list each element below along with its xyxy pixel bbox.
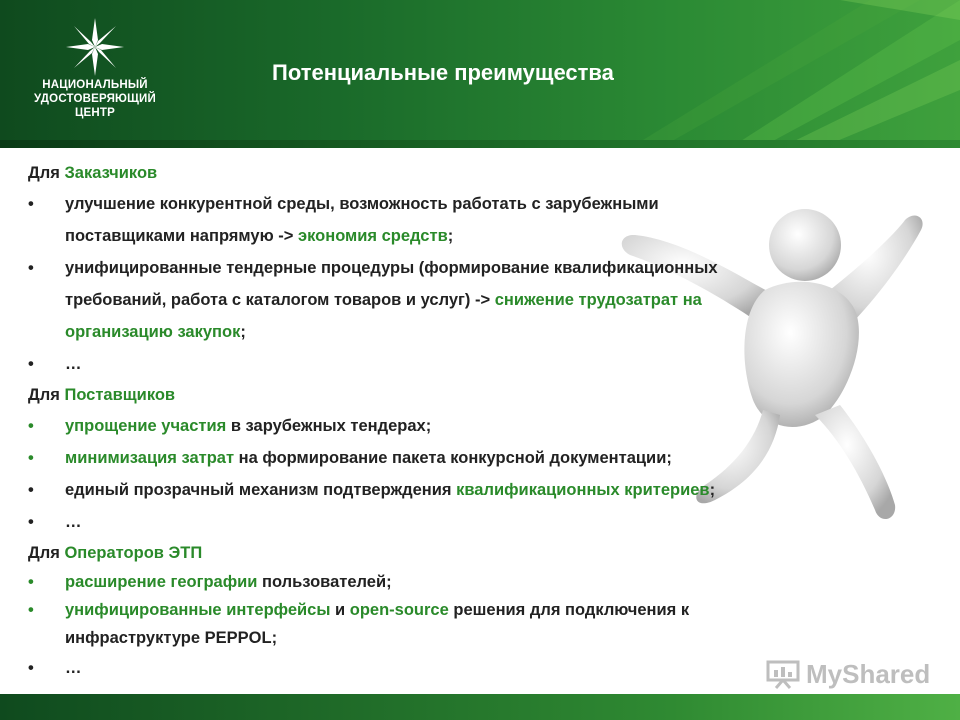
highlighted-text: open-source <box>349 601 449 619</box>
logo-text-line: УДОСТОВЕРЯЮЩИЙ <box>34 93 156 105</box>
bullet-icon: • <box>28 659 34 677</box>
list-item <box>28 188 928 220</box>
bullet-icon: • <box>28 195 34 213</box>
item-text: … <box>65 355 82 373</box>
section-heading-name: Заказчиков <box>64 164 158 182</box>
logo-text-line: НАЦИОНАЛЬНЫЙ <box>42 79 148 91</box>
item-text: требований, работа с каталогом товаров и услуг) -> <box>65 291 495 309</box>
section-heading-prefix: Для <box>28 386 65 404</box>
list-item <box>28 624 928 652</box>
logo-text-line: ЦЕНТР <box>74 107 116 119</box>
star-logo-icon <box>64 16 126 78</box>
watermark <box>766 656 930 692</box>
bullet-icon: • <box>28 449 34 467</box>
list-item <box>28 348 928 380</box>
highlighted-text: снижение трудозатрат на <box>494 291 702 309</box>
item-text: в зарубежных тендерах; <box>226 417 432 435</box>
item-text: пользователей; <box>257 573 392 591</box>
list-item <box>28 442 928 474</box>
highlighted-text: квалификационных критериев <box>456 481 710 499</box>
section-heading <box>28 158 928 188</box>
footer-bar <box>0 694 960 720</box>
list-item <box>28 596 928 624</box>
item-text: единый прозрачный механизм подтверждения <box>65 481 457 499</box>
item-text: ; <box>240 323 246 341</box>
watermark-text: MyShared <box>806 658 931 689</box>
section-heading-prefix: Для <box>28 164 65 182</box>
bullet-icon: • <box>28 573 34 591</box>
content-area <box>28 158 928 684</box>
highlighted-text: унифицированные интерфейсы <box>65 601 331 619</box>
slide-title: Потенциальные преимущества <box>272 60 614 85</box>
item-text: … <box>65 659 82 677</box>
list-item <box>28 220 928 252</box>
bullet-icon: • <box>28 513 34 531</box>
header-banner <box>0 0 960 148</box>
item-text: унифицированные тендерные процедуры (формирование квалификационных <box>65 259 718 277</box>
highlighted-text: организацию закупок <box>65 323 241 341</box>
item-text: поставщиками напрямую -> <box>65 227 298 245</box>
section-heading <box>28 538 928 568</box>
bullet-icon: • <box>28 601 34 619</box>
bullet-icon: • <box>28 355 34 373</box>
list-item <box>28 474 928 506</box>
highlighted-text: расширение географии <box>65 573 258 591</box>
bullet-icon: • <box>28 481 34 499</box>
highlighted-text: минимизация затрат <box>65 449 235 467</box>
section-heading-name: Поставщиков <box>64 386 176 404</box>
logo <box>20 10 170 135</box>
list-item <box>28 506 928 538</box>
item-text: инфраструктуре PEPPOL; <box>65 629 278 647</box>
item-text: ; <box>709 481 716 499</box>
list-item <box>28 284 928 316</box>
item-text: на формирование пакета конкурсной документации; <box>234 449 672 467</box>
item-text: улучшение конкурентной среды, возможность работать с зарубежными <box>65 195 659 213</box>
bullet-icon: • <box>28 259 34 277</box>
item-text: ; <box>447 227 454 245</box>
section-heading-name: Операторов ЭТП <box>64 544 203 562</box>
item-text: решения для подключения к <box>448 601 690 619</box>
item-text: и <box>330 601 350 619</box>
presentation-icon <box>766 659 800 689</box>
highlighted-text: упрощение участия <box>65 417 227 435</box>
header-underline <box>0 140 960 148</box>
bullet-icon: • <box>28 417 34 435</box>
list-item <box>28 252 928 284</box>
list-item <box>28 568 928 596</box>
list-item <box>28 410 928 442</box>
highlighted-text: экономия средств <box>298 227 448 245</box>
section-heading <box>28 380 928 410</box>
item-text: … <box>65 513 82 531</box>
section-heading-prefix: Для <box>28 544 65 562</box>
list-item <box>28 316 928 348</box>
